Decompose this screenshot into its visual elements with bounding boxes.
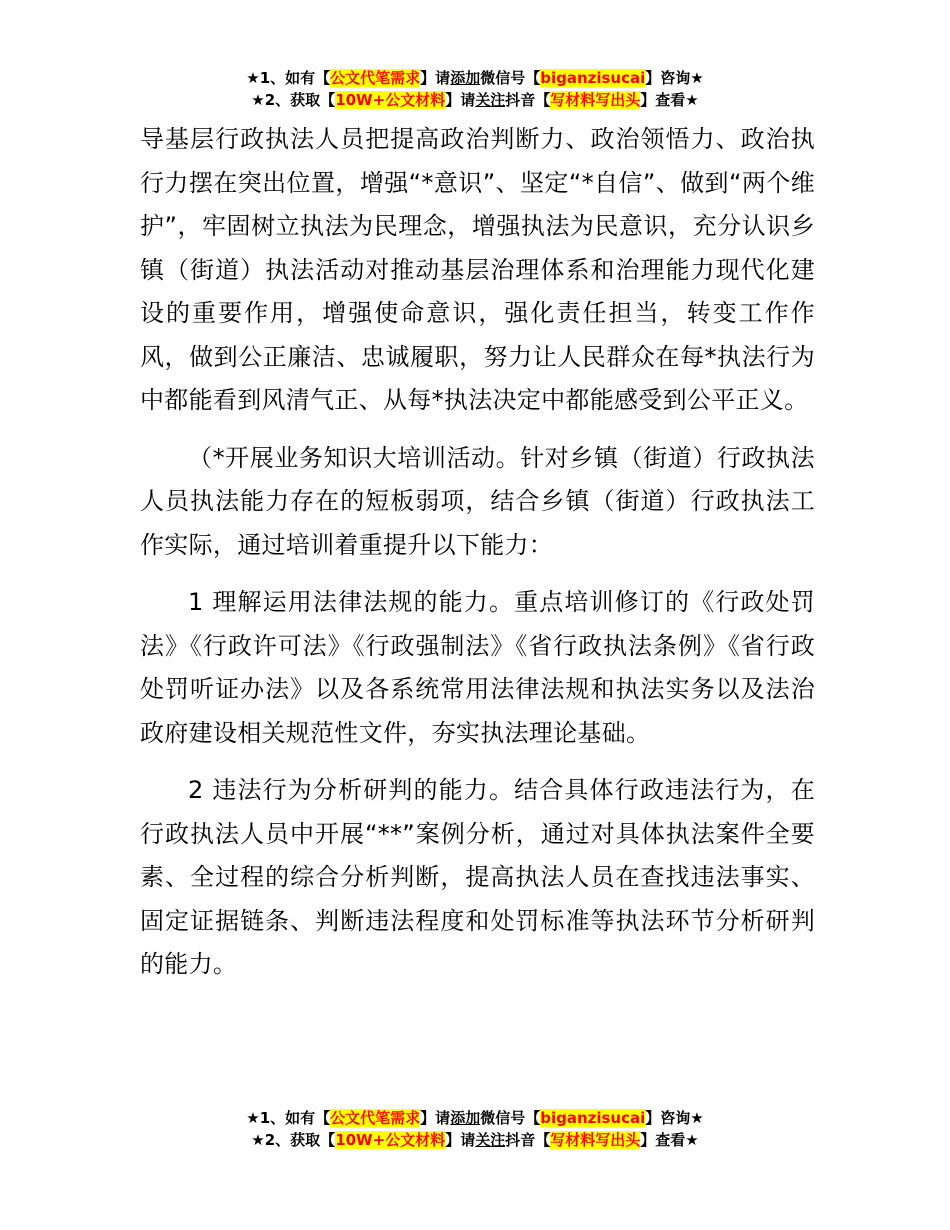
- body-paragraph-1: 导基层行政执法人员把提高政治判断力、政治领悟力、政治执行力摆在突出位置，增强“*意识”、坚定“*自信”、做到“两个维护”，牢固树立执法为民理念，增强执法为民意识，充分认识乡镇（街道）执法活动对推动基层治理体系和治理能力现代化建设的重要作用，增强使命意识，强化责任担当，转变工作作风，做到公正廉洁、忠诚履职，努力让人民群众在每*执法行为中都能看到风清气正、从每*执法决定中都能感受到公平正义。: [140, 125, 815, 414]
- body-paragraph-2: （*开展业务知识大培训活动。针对乡镇（街道）行政执法人员执法能力存在的短板弱项，结合乡镇（街道）行政执法工作实际，通过培训着重提升以下能力：: [140, 443, 815, 559]
- banner-text: 】请: [420, 1109, 451, 1127]
- document-body: [140, 118, 815, 1001]
- banner-text: 】请: [445, 91, 476, 109]
- banner-text: ★1、如有【: [246, 1109, 331, 1127]
- banner-underlined-text: 关注: [475, 91, 506, 109]
- body-paragraph-3: 1 理解运用法律法规的能力。重点培训修订的《行政处罚法》《行政许可法》《行政强制法》《省行政执法条例》《省行政处罚听证办法》以及各系统常用法律法规和执法实务以及法治政府建设相关规范性文件，夯实执法理论基础。: [140, 588, 815, 747]
- banner-highlight-douyin: 写材料写出头: [550, 91, 641, 109]
- footer-banner: [0, 1107, 950, 1151]
- banner-line-2: [0, 1129, 950, 1151]
- banner-underlined-text: 关注: [475, 1131, 506, 1149]
- banner-text: 】请: [445, 1131, 476, 1149]
- banner-text: ★2、获取【: [251, 1131, 336, 1149]
- banner-text: ★2、获取【: [251, 91, 336, 109]
- banner-text: 微信号【: [480, 1109, 541, 1127]
- banner-text: 微信号【: [480, 69, 541, 87]
- body-paragraph-4: 2 违法行为分析研判的能力。结合具体行政违法行为，在行政执法人员中开展“**”案例分析，通过对具体执法案件全要素、全过程的综合分析判断，提高执法人员在查找违法事实、固定证据链条、判断违法程度和处罚标准等执法环节分析研判的能力。: [140, 776, 815, 978]
- banner-highlight-materials: 10W+公文材料: [335, 1131, 446, 1149]
- banner-highlight-douyin: 写材料写出头: [550, 1131, 641, 1149]
- banner-text: 】查看★: [640, 1131, 699, 1149]
- banner-line-1: [0, 67, 950, 89]
- banner-highlight-service: 公文代笔需求: [330, 1109, 421, 1127]
- banner-text: 抖音【: [505, 91, 551, 109]
- banner-line-1: [0, 1107, 950, 1129]
- banner-text: 】请: [420, 69, 451, 87]
- banner-highlight-wechat-id: biganzisucai: [540, 69, 646, 87]
- banner-text: 】咨询★: [645, 69, 704, 87]
- banner-text: 】查看★: [640, 91, 699, 109]
- banner-line-2: [0, 89, 950, 111]
- banner-text: 】咨询★: [645, 1109, 704, 1127]
- banner-highlight-materials: 10W+公文材料: [335, 91, 446, 109]
- banner-text: ★1、如有【: [246, 69, 331, 87]
- banner-underlined-text: 添加: [450, 69, 481, 87]
- banner-underlined-text: 添加: [450, 1109, 481, 1127]
- banner-highlight-service: 公文代笔需求: [330, 69, 421, 87]
- banner-highlight-wechat-id: biganzisucai: [540, 1109, 646, 1127]
- header-banner: [0, 67, 950, 111]
- banner-text: 抖音【: [505, 1131, 551, 1149]
